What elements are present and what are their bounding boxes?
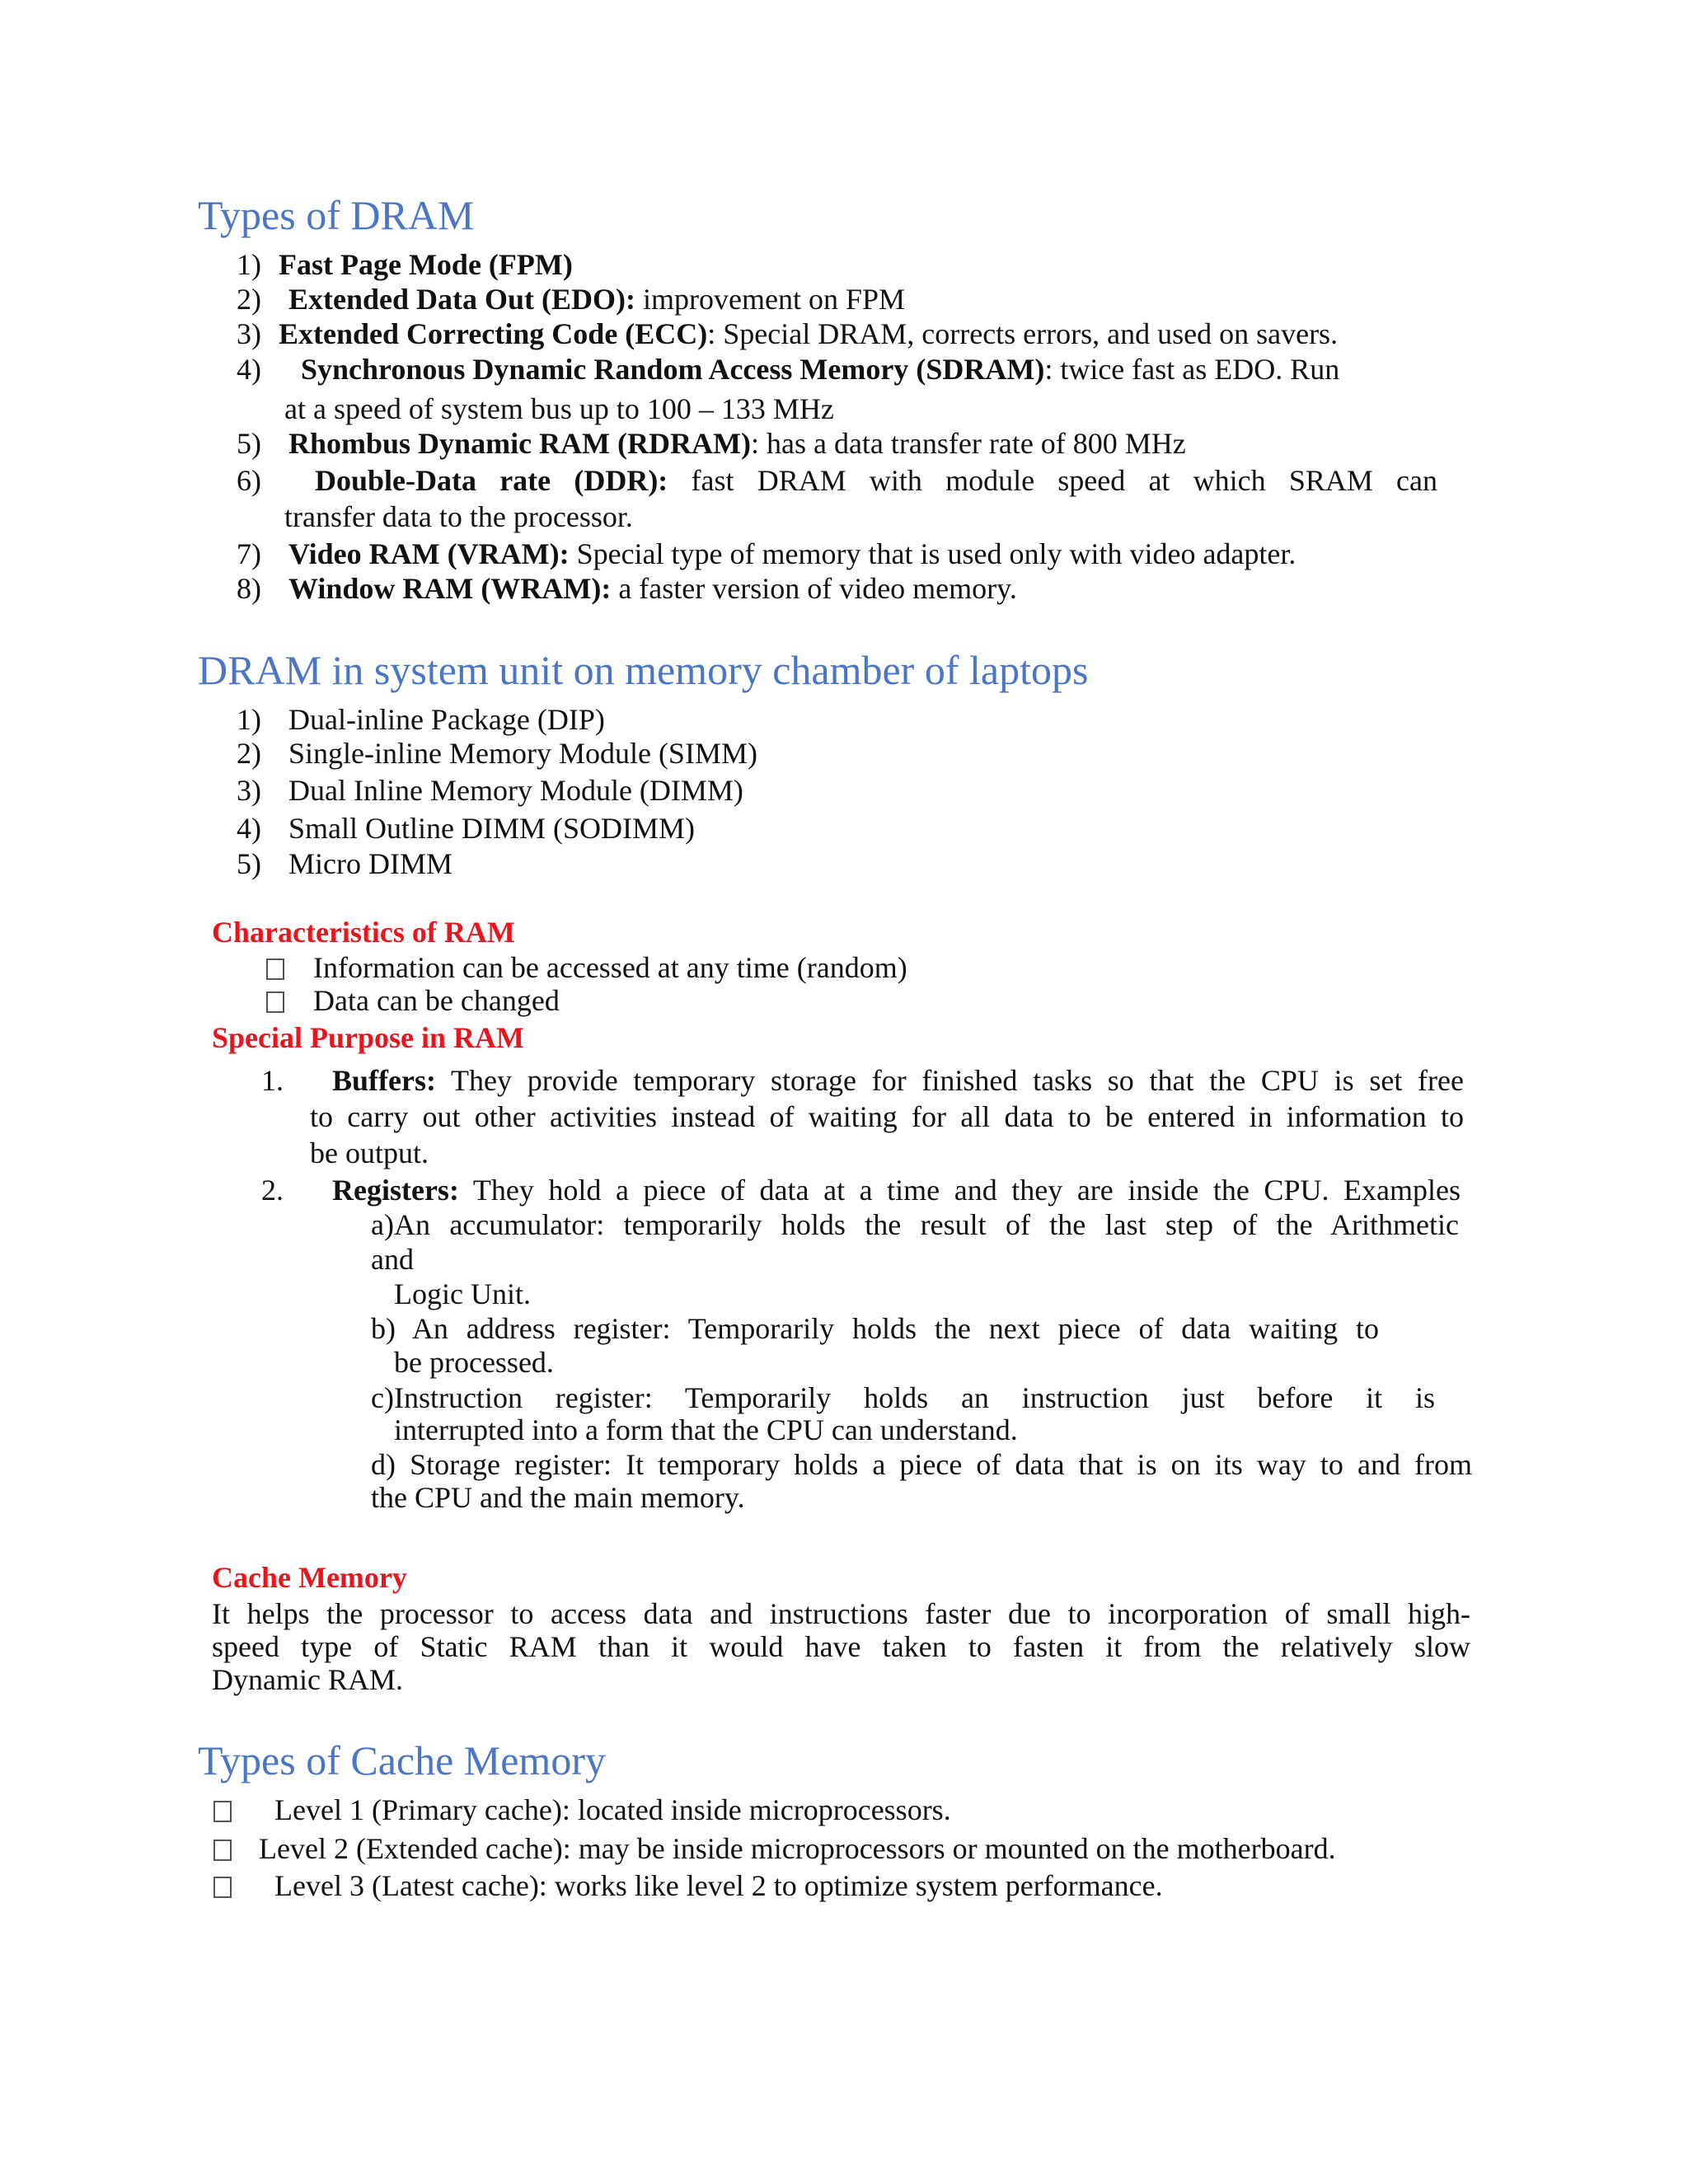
list-number: 8) (237, 572, 261, 605)
item-desc: : has a data transfer rate of 800 MHz (750, 427, 1186, 460)
registers-example-d-cont: the CPU and the main memory. (371, 1481, 745, 1514)
list-item-fpm (279, 247, 573, 282)
list-item-cache-level-3: Level 3 (Latest cache): works like level 2 to optimize system performance. (274, 1869, 1163, 1902)
item-desc: : twice fast as EDO. Run (1044, 353, 1340, 386)
list-item-wram (288, 571, 1017, 606)
cache-paragraph-line-2: speed type of Static RAM than it would have taken to fasten it from the relatively slow (212, 1630, 1470, 1663)
item-term: Synchronous Dynamic Random Access Memory (SDRAM) (301, 353, 1045, 386)
list-number: 7) (237, 537, 261, 570)
registers-example-b-cont: be processed. (394, 1346, 554, 1379)
list-item-dip: Dual-inline Package (DIP) (288, 703, 605, 736)
heading-dram-laptops: DRAM in system unit on memory chamber of laptops (198, 647, 1089, 693)
heading-types-of-dram: Types of DRAM (198, 192, 475, 238)
item-term: Registers: (332, 1174, 459, 1207)
checkbox-bullet-icon (213, 1877, 232, 1898)
list-number: 5) (237, 427, 261, 460)
list-number: 4) (237, 353, 261, 386)
list-number: 3) (237, 317, 261, 350)
list-number: 2) (237, 737, 261, 770)
list-item-characteristic: Data can be changed (313, 984, 560, 1017)
list-number: 2) (237, 283, 261, 316)
subheading-special-purpose: Special Purpose in RAM (212, 1021, 525, 1054)
item-desc: : Special DRAM, corrects errors, and used on savers. (707, 317, 1339, 350)
item-desc: Special type of memory that is used only with video adapter. (576, 537, 1296, 570)
registers-example-c-cont: interrupted into a form that the CPU can understand. (394, 1413, 1018, 1446)
list-item-edo (288, 282, 905, 316)
subheading-characteristics: Characteristics of RAM (212, 916, 515, 949)
item-term: Window RAM (WRAM): (288, 572, 612, 605)
list-item-cache-level-2: Level 2 (Extended cache): may be inside microprocessors or mounted on the motherboard. (259, 1832, 1336, 1865)
list-number: 6) (237, 464, 261, 497)
list-number: 2. (261, 1174, 284, 1207)
item-term: Rhombus Dynamic RAM (RDRAM) (288, 427, 751, 460)
registers-example-b: b) An address register: Temporarily holds the next piece of data waiting to (371, 1312, 1379, 1345)
registers-example-a-cont: and (371, 1243, 414, 1276)
list-item-ddr-cont: transfer data to the processor. (284, 500, 633, 533)
item-desc: fast DRAM with module speed at which SRAM can (691, 464, 1438, 497)
item-term: Buffers: (332, 1064, 436, 1097)
list-number: 5) (237, 847, 261, 880)
list-item-micro-dimm: Micro DIMM (288, 847, 452, 880)
list-item-sodimm: Small Outline DIMM (SODIMM) (288, 812, 695, 845)
list-number: 4) (237, 812, 261, 845)
checkbox-bullet-icon (266, 958, 284, 980)
item-term: Extended Data Out (EDO): (288, 283, 635, 316)
list-item-sdram (301, 352, 1339, 387)
list-item-characteristic: Information can be accessed at any time (random) (313, 951, 907, 984)
item-desc: improvement on FPM (643, 283, 906, 316)
item-term: Double-Data rate (DDR): (315, 464, 668, 497)
list-item-cache-level-1: Level 1 (Primary cache): located inside microprocessors. (274, 1793, 951, 1826)
item-term: Extended Correcting Code (ECC) (279, 317, 708, 350)
list-number: 1. (261, 1064, 284, 1097)
item-term: Fast Page Mode (FPM) (279, 248, 573, 281)
list-item-vram (288, 537, 1296, 571)
list-item-ddr (315, 463, 1437, 498)
item-desc: a faster version of video memory. (618, 572, 1017, 605)
cache-paragraph-line-1: It helps the processor to access data and instructions faster due to incorporation of small high- (212, 1597, 1470, 1630)
heading-types-of-cache: Types of Cache Memory (198, 1737, 606, 1783)
checkbox-bullet-icon (213, 1801, 232, 1822)
list-item-ecc (279, 316, 1338, 351)
registers-example-d: d) Storage register: It temporary holds a piece of data that is on its way to and from (371, 1448, 1472, 1481)
registers-example-a-cont: Logic Unit. (394, 1277, 531, 1310)
registers-example-a: a)An accumulator: temporarily holds the result of the last step of the Arithmetic (371, 1208, 1459, 1241)
list-item-dimm: Dual Inline Memory Module (DIMM) (288, 774, 743, 807)
buffers-line-1: Buffers: They provide temporary storage for finished tasks so that the CPU is set free (332, 1064, 1464, 1097)
list-number: 1) (237, 248, 261, 281)
list-item-simm: Single-inline Memory Module (SIMM) (288, 737, 757, 770)
item-term: Video RAM (VRAM): (288, 537, 570, 570)
registers-example-c: c)Instruction register: Temporarily holds an instruction just before it is (371, 1381, 1435, 1414)
list-number: 1) (237, 703, 261, 736)
list-item-sdram-cont: at a speed of system bus up to 100 – 133 MHz (284, 392, 834, 425)
registers-line-1: Registers: They hold a piece of data at a time and they are inside the CPU. Examples (332, 1174, 1461, 1207)
checkbox-bullet-icon (266, 991, 284, 1013)
list-item-rdram (288, 426, 1186, 461)
checkbox-bullet-icon (213, 1840, 232, 1861)
subheading-cache-memory: Cache Memory (212, 1561, 407, 1594)
list-number: 3) (237, 774, 261, 807)
buffers-line-3: be output. (310, 1137, 429, 1169)
buffers-line-2: to carry out other activities instead of waiting for all data to be entered in information to (310, 1100, 1464, 1133)
cache-paragraph-line-3: Dynamic RAM. (212, 1663, 403, 1696)
